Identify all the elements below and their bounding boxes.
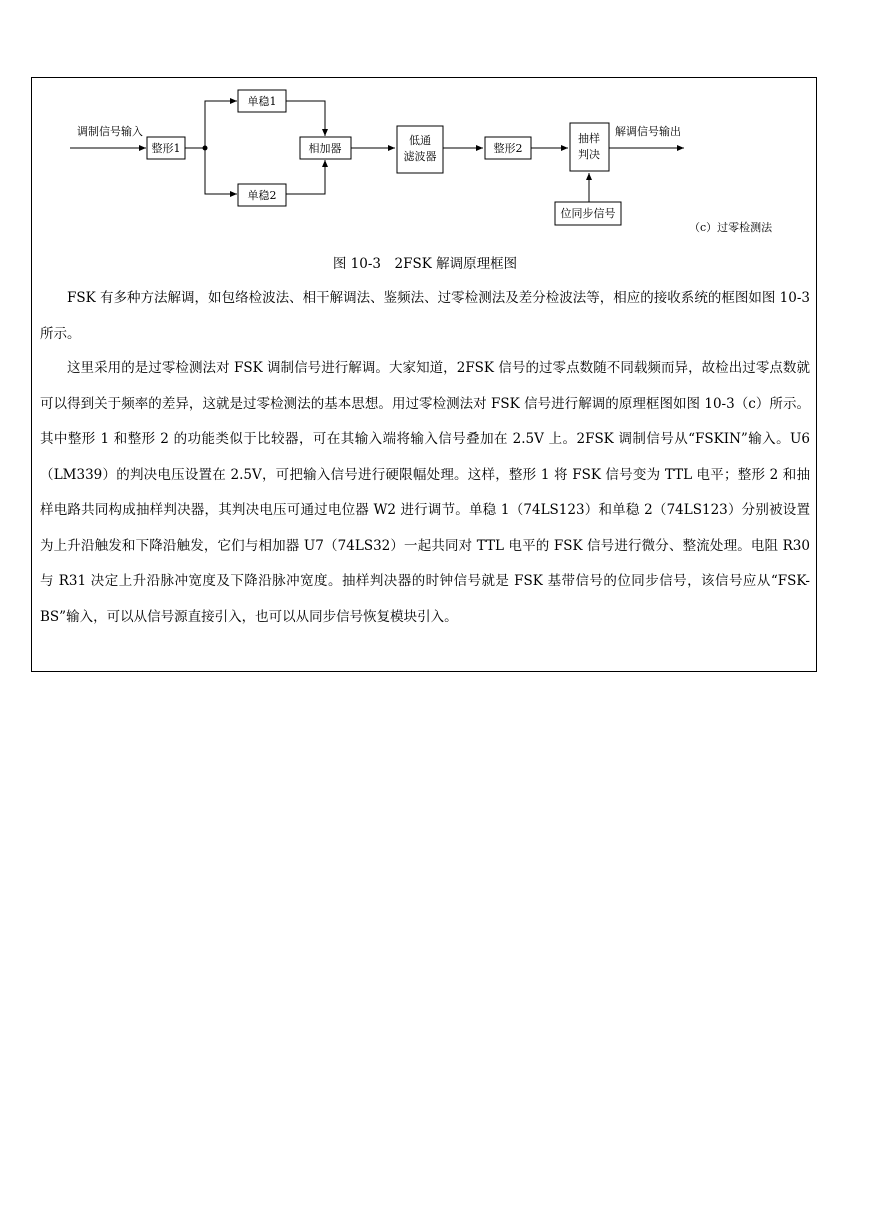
wire-to-mono2 [205,148,237,194]
sample-decision-block [570,123,609,171]
adder-label: 相加器 [308,142,342,155]
fsk-demodulation-block-diagram [32,78,818,248]
lpf-label-line1: 低通 [409,134,431,147]
sampler-label-line2: 判决 [578,148,600,161]
paragraph-zero-crossing: 这里采用的是过零检测法对 FSK 调制信号进行解调。大家知道，2FSK 信号的过零点数随不同载频而异，故检出过零点数就可以得到关于频率的差异，这就是过零检测法的基本思想。用过零检测法对 FSK 信号进行解调的原理框图如图 10-3（c）所示。其中整形 1 和整形 2 的功能类似于比较器，可在其输入端将输入信号叠加在 2.5V 上。2FSK 调制信号从“FSKIN”输入。U6（LM339）的判决电压设置在 2.5V，可把输入信号进行硬限幅处理。这样，整形 1 将 FSK 信号变为 TTL 电平；整形 2 和抽样电路共同构成抽样判决器，其判决电压可通过电位器 W2 进行调节。单稳 1（74LS123）和单稳 2（74LS123）分别被设置为上升沿触发和下降沿触发，它们与相加器 U7（74LS32）一起共同对 TTL 电平的 FSK 信号进行微分、整流处理。电阻 R30 与 R31 决定上升沿脉冲宽度及下降沿脉冲宽度。抽样判决器的时钟信号就是 FSK 基带信号的位同步信号，该信号应从“FSK-BS”输入，可以从信号源直接引入，也可以从同步信号恢复模块引入。 [40,360,810,625]
output-label: 解调信号输出 [615,125,681,138]
mono2-label: 单稳2 [247,189,277,202]
subfigure-caption: （c）过零检测法 [689,221,773,234]
wire-to-mono1 [205,101,237,148]
shaper1-label: 整形1 [151,142,181,155]
bit-sync-label: 位同步信号 [560,207,616,220]
wire-mono2-adder [286,160,325,194]
document-frame [31,77,817,672]
wire-mono1-adder [286,101,325,136]
shaper2-label: 整形2 [493,142,523,155]
lpf-label-line2: 滤波器 [403,150,437,163]
sampler-label-line1: 抽样 [578,132,600,145]
figure-caption: 图 10-3 2FSK 解调原理框图 [332,256,518,272]
mono1-label: 单稳1 [247,95,277,108]
input-label: 调制信号输入 [77,125,143,138]
paragraph-intro: FSK 有多种方法解调，如包络检波法、相干解调法、鉴频法、过零检测法及差分检波法等，相应的接收系统的框图如图 10-3 所示。 [40,290,810,342]
